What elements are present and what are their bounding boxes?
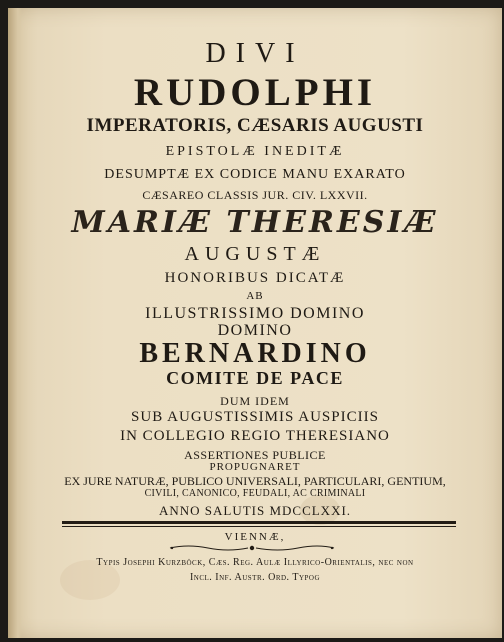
line-in-collegio: IN COLLEGIO REGIO THERESIANO <box>120 428 390 444</box>
line-desumptae: DESUMPTÆ EX CODICE MANU EXARATO <box>104 167 406 182</box>
heading-mariae-theresiae: MARIÆ THERESIÆ <box>71 205 439 240</box>
heading-imperatoris: IMPERATORIS, CÆSARIS AUGUSTI <box>86 115 424 136</box>
line-caesareo: CÆSAREO CLASSIS JUR. CIV. LXXVII. <box>142 188 368 202</box>
divider-rule <box>62 526 456 527</box>
heading-rudolphi: RUDOLPHI <box>133 71 377 114</box>
line-civili-canonico: CIVILI, CANONICO, FEUDALI, AC CRIMINALI <box>144 488 366 499</box>
line-ex-jure-naturae: EX JURE NATURÆ, PUBLICO UNIVERSALI, PARTICULARI, GENTIUM, <box>64 474 446 488</box>
line-sub-augustissimis: SUB AUGUSTISSIMIS AUSPICIIS <box>131 409 379 425</box>
line-domino: DOMINO <box>217 322 293 339</box>
imprint-printer-line2: Incl. Inf. Austr. Ord. Typog <box>189 572 321 583</box>
line-ab: AB <box>246 290 264 302</box>
imprint-city: VIENNÆ, <box>224 531 286 543</box>
line-honoribus: HONORIBUS DICATÆ <box>164 270 346 286</box>
line-anno-salutis: ANNO SALUTIS MDCCLXXI. <box>158 503 352 518</box>
imprint-printer-line1: Typis Josephi Kurzböck, Cæs. Reg. Aulæ Illyrico-Orientalis, nec non <box>96 557 414 568</box>
ornament-flourish-icon <box>168 543 336 553</box>
divider-rule <box>62 521 456 524</box>
line-propugnaret: PROPUGNARET <box>209 461 301 473</box>
line-assertiones: ASSERTIONES PUBLICE <box>184 448 326 462</box>
heading-divi: DIVI <box>205 38 305 69</box>
line-epistolae: EPISTOLÆ INEDITÆ <box>165 144 345 159</box>
line-comite-de-pace: COMITE DE PACE <box>166 368 344 388</box>
line-augustae: AUGUSTÆ <box>184 243 326 265</box>
line-dum-idem: DUM IDEM <box>220 394 290 408</box>
line-illustrissimo: ILLUSTRISSIMO DOMINO <box>145 305 365 322</box>
heading-bernardino: BERNARDINO <box>139 338 371 369</box>
